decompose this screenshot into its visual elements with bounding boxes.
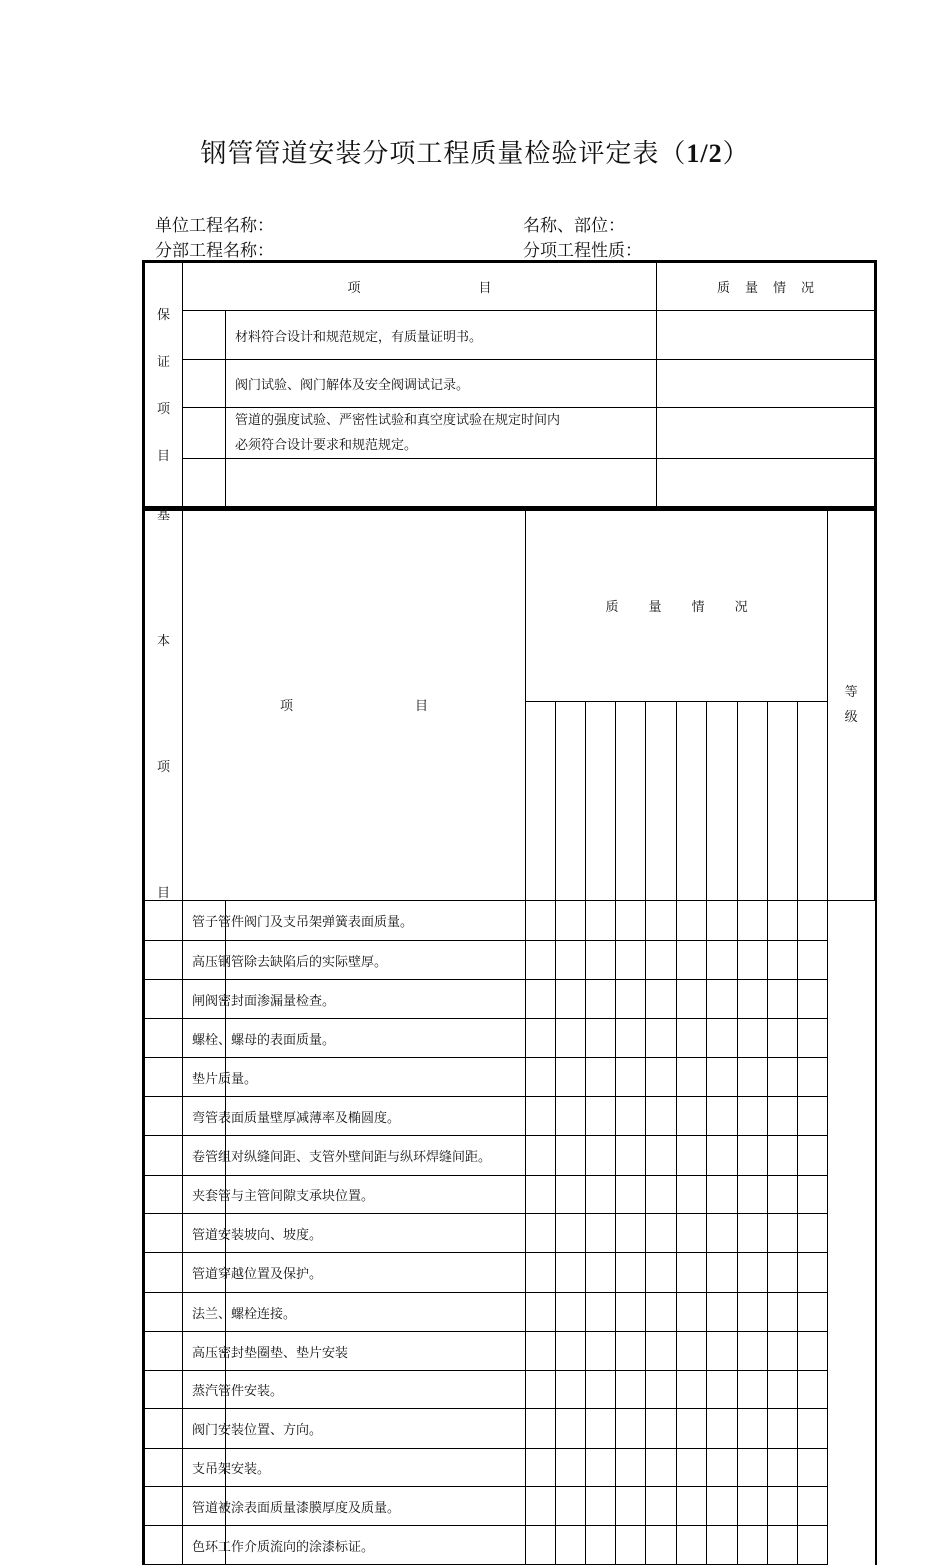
basic-item-text: 管子管件阀门及支吊架弹簧表面质量。 bbox=[183, 901, 226, 941]
grade-cell[interactable] bbox=[798, 941, 828, 980]
quality-check-cell[interactable] bbox=[707, 1293, 738, 1332]
quality-check-cell[interactable] bbox=[768, 901, 798, 941]
quality-check-cell[interactable] bbox=[616, 980, 646, 1019]
quality-check-cell[interactable] bbox=[738, 1176, 768, 1214]
item-nature-label: 分项工程性质： bbox=[523, 241, 642, 261]
basic-item-text: 高压密封垫圈垫、垫片安装 bbox=[183, 1332, 226, 1371]
quality-check-cell[interactable] bbox=[526, 1097, 556, 1136]
basic-quality-header: 质 量 情 况 bbox=[526, 509, 828, 702]
quality-check-cell[interactable] bbox=[556, 1136, 586, 1176]
quality-check-cell[interactable] bbox=[556, 1253, 586, 1293]
document-title: 钢管管道安装分项工程质量检验评定表（1/2） bbox=[200, 139, 750, 169]
basic-item-text: 卷管组对纵缝间距、支管外壁间距与纵环焊缝间距。 bbox=[183, 1136, 226, 1176]
row-number-cell bbox=[145, 980, 183, 1019]
quality-check-cell[interactable] bbox=[768, 1409, 798, 1449]
quality-check-cell[interactable] bbox=[707, 1449, 738, 1487]
quality-check-cell[interactable] bbox=[616, 1176, 646, 1214]
quality-check-cell[interactable] bbox=[616, 1058, 646, 1097]
quality-check-cell[interactable] bbox=[677, 1176, 707, 1214]
row-number-cell bbox=[145, 1371, 183, 1409]
unit-project-label: 单位工程名称： bbox=[155, 216, 274, 236]
quality-cell[interactable] bbox=[657, 408, 875, 459]
quality-check-cell[interactable] bbox=[556, 1214, 586, 1253]
quality-cell[interactable] bbox=[657, 311, 875, 360]
quality-check-cell[interactable] bbox=[677, 1253, 707, 1293]
quality-check-cell[interactable] bbox=[677, 1097, 707, 1136]
row-number-cell bbox=[145, 1253, 183, 1293]
quality-check-cell[interactable] bbox=[526, 1214, 556, 1253]
quality-check-cell[interactable] bbox=[768, 1058, 798, 1097]
quality-check-cell[interactable] bbox=[677, 1409, 707, 1449]
grade-cell[interactable] bbox=[798, 1058, 828, 1097]
quality-check-cell[interactable] bbox=[738, 1136, 768, 1176]
quality-check-cell[interactable] bbox=[677, 1293, 707, 1332]
quality-check-cell[interactable] bbox=[526, 1058, 556, 1097]
row-number-cell bbox=[145, 1214, 183, 1253]
quality-check-cell[interactable] bbox=[616, 1214, 646, 1253]
quality-check-cell[interactable] bbox=[646, 1253, 677, 1293]
quality-check-cell[interactable] bbox=[616, 1409, 646, 1449]
quality-check-cell[interactable] bbox=[616, 1371, 646, 1409]
grade-cell[interactable] bbox=[798, 1176, 828, 1214]
quality-check-cell[interactable] bbox=[616, 1487, 646, 1526]
quality-check-cell[interactable] bbox=[556, 1487, 586, 1526]
quality-check-cell[interactable] bbox=[677, 941, 707, 980]
quality-check-cell[interactable] bbox=[677, 1487, 707, 1526]
quality-check-cell[interactable] bbox=[707, 1409, 738, 1449]
row-number-cell bbox=[145, 941, 183, 980]
quality-check-cell[interactable] bbox=[677, 1371, 707, 1409]
row-number-cell bbox=[145, 1097, 183, 1136]
quality-check-cell[interactable] bbox=[526, 1293, 556, 1332]
table-row bbox=[145, 1097, 875, 1136]
row-number-cell bbox=[145, 1136, 183, 1176]
quality-check-cell[interactable] bbox=[526, 980, 556, 1019]
quality-check-cell[interactable] bbox=[677, 1058, 707, 1097]
quality-check-cell[interactable] bbox=[526, 1409, 556, 1449]
grade-cell[interactable] bbox=[798, 1409, 828, 1449]
quality-check-cell[interactable] bbox=[586, 980, 616, 1019]
quality-check-cell[interactable] bbox=[707, 1214, 738, 1253]
quality-check-cell[interactable] bbox=[556, 941, 586, 980]
row-number-cell bbox=[145, 1019, 183, 1058]
quality-check-cell[interactable] bbox=[586, 1332, 616, 1371]
row-number-cell bbox=[145, 1449, 183, 1487]
grade-cell[interactable] bbox=[798, 1371, 828, 1409]
table-row bbox=[145, 1332, 875, 1371]
table-row bbox=[145, 901, 875, 941]
quality-check-cell[interactable] bbox=[707, 1097, 738, 1136]
quality-check-cell[interactable] bbox=[738, 1019, 768, 1058]
quality-check-cell[interactable] bbox=[646, 1136, 677, 1176]
quality-check-cell[interactable] bbox=[768, 1214, 798, 1253]
quality-check-cell[interactable] bbox=[768, 1253, 798, 1293]
guarantee-item-text bbox=[226, 459, 657, 509]
basic-item-text: 法兰、螺栓连接。 bbox=[183, 1293, 226, 1332]
quality-check-cell[interactable] bbox=[738, 1371, 768, 1409]
quality-check-cell[interactable] bbox=[526, 1332, 556, 1371]
quality-check-cell[interactable] bbox=[768, 941, 798, 980]
basic-item-text: 管道被涂表面质量漆膜厚度及质量。 bbox=[183, 1487, 226, 1526]
quality-check-cell[interactable] bbox=[768, 1019, 798, 1058]
quality-check-cell[interactable] bbox=[226, 1449, 526, 1487]
quality-check-cell[interactable] bbox=[646, 980, 677, 1019]
row-number-cell bbox=[145, 1409, 183, 1449]
table-row bbox=[145, 1449, 875, 1487]
basic-item-text: 支吊架安装。 bbox=[183, 1449, 226, 1487]
quality-check-cell[interactable] bbox=[586, 1487, 616, 1526]
quality-check-cell[interactable] bbox=[677, 1019, 707, 1058]
quality-check-cell[interactable] bbox=[586, 1526, 616, 1565]
row-number-cell bbox=[145, 1176, 183, 1214]
quality-check-cell[interactable] bbox=[707, 1332, 738, 1371]
basic-items-table bbox=[144, 508, 875, 1565]
basic-item-text: 闸阀密封面渗漏量检查。 bbox=[183, 980, 226, 1019]
basic-item-text: 蒸汽管件安装。 bbox=[183, 1371, 226, 1409]
quality-check-cell[interactable] bbox=[738, 1449, 768, 1487]
quality-check-cell[interactable] bbox=[738, 1058, 768, 1097]
quality-check-cell[interactable] bbox=[556, 1019, 586, 1058]
quality-check-cell[interactable] bbox=[707, 980, 738, 1019]
guarantee-section-label: 保 证 项 目 bbox=[145, 263, 183, 509]
quality-check-cell[interactable] bbox=[646, 1449, 677, 1487]
quality-check-cell[interactable] bbox=[738, 1214, 768, 1253]
guarantee-items-table bbox=[144, 262, 875, 509]
row-number-cell bbox=[145, 1293, 183, 1332]
quality-check-cell[interactable] bbox=[556, 1097, 586, 1136]
quality-check-cell[interactable] bbox=[738, 901, 768, 941]
grade-cell[interactable] bbox=[798, 901, 828, 941]
basic-item-text: 垫片质量。 bbox=[183, 1058, 226, 1097]
basic-item-text: 弯管表面质量壁厚减薄率及椭圆度。 bbox=[183, 1097, 226, 1136]
quality-check-cell[interactable] bbox=[677, 1136, 707, 1176]
quality-check-cell[interactable] bbox=[768, 1097, 798, 1136]
quality-check-cell[interactable] bbox=[768, 1487, 798, 1526]
quality-check-cell[interactable] bbox=[526, 1253, 556, 1293]
quality-check-cell[interactable] bbox=[556, 1058, 586, 1097]
quality-check-cell[interactable] bbox=[646, 1058, 677, 1097]
table-row bbox=[145, 408, 875, 459]
basic-item-text: 夹套管与主管间隙支承块位置。 bbox=[183, 1176, 226, 1214]
quality-check-cell[interactable] bbox=[738, 1526, 768, 1565]
basic-section-label: 基 本 项 目 bbox=[145, 509, 183, 901]
quality-check-cell[interactable] bbox=[738, 980, 768, 1019]
quality-check-cell[interactable] bbox=[707, 1371, 738, 1409]
quality-check-cell[interactable] bbox=[556, 1293, 586, 1332]
quality-check-cell[interactable] bbox=[586, 1293, 616, 1332]
table-row bbox=[145, 459, 875, 509]
quality-check-cell[interactable] bbox=[646, 901, 677, 941]
quality-check-cell[interactable] bbox=[556, 1409, 586, 1449]
quality-check-cell[interactable] bbox=[768, 1526, 798, 1565]
quality-check-cell[interactable] bbox=[646, 1487, 677, 1526]
table-row bbox=[145, 1214, 875, 1253]
quality-check-cell[interactable] bbox=[526, 1019, 556, 1058]
sub-project-label: 分部工程名称： bbox=[155, 241, 274, 261]
quality-check-cell[interactable] bbox=[707, 1487, 738, 1526]
quality-check-cell[interactable] bbox=[707, 1058, 738, 1097]
quality-check-cell[interactable] bbox=[616, 941, 646, 980]
basic-item-text: 管道安装坡向、坡度。 bbox=[183, 1214, 226, 1253]
guarantee-item-text: 阀门试验、阀门解体及安全阀调试记录。 bbox=[226, 360, 657, 408]
quality-check-cell[interactable] bbox=[768, 1449, 798, 1487]
quality-check-cell[interactable] bbox=[616, 1449, 646, 1487]
grade-cell[interactable] bbox=[798, 1214, 828, 1253]
table-row bbox=[145, 941, 875, 980]
row-number-cell bbox=[145, 1487, 183, 1526]
quality-check-cell[interactable] bbox=[768, 1371, 798, 1409]
quality-check-cell[interactable] bbox=[586, 1097, 616, 1136]
grade-cell[interactable] bbox=[798, 1526, 828, 1565]
quality-check-cell[interactable] bbox=[707, 941, 738, 980]
guarantee-item-text: 管道的强度试验、严密性试验和真空度试验在规定时间内 必须符合设计要求和规范规定。 bbox=[226, 408, 657, 459]
quality-check-cell[interactable] bbox=[677, 980, 707, 1019]
basic-item-text: 管道穿越位置及保护。 bbox=[183, 1253, 226, 1293]
table-row bbox=[145, 1526, 875, 1565]
quality-check-cell[interactable] bbox=[586, 941, 616, 980]
row-number-cell bbox=[145, 1058, 183, 1097]
quality-check-cell[interactable] bbox=[586, 901, 616, 941]
table-row bbox=[145, 1253, 875, 1293]
grade-cell[interactable] bbox=[798, 1293, 828, 1332]
grade-cell[interactable] bbox=[798, 1019, 828, 1058]
quality-check-cell[interactable] bbox=[526, 1487, 556, 1526]
quality-check-cell[interactable] bbox=[646, 1332, 677, 1371]
quality-check-cell[interactable] bbox=[526, 1526, 556, 1565]
grade-cell[interactable] bbox=[798, 1253, 828, 1293]
quality-check-cell[interactable] bbox=[556, 1449, 586, 1487]
quality-check-cell[interactable] bbox=[646, 1526, 677, 1565]
table-row bbox=[145, 360, 875, 408]
quality-check-cell[interactable] bbox=[556, 1332, 586, 1371]
table-row bbox=[145, 1136, 875, 1176]
quality-check-cell[interactable] bbox=[677, 901, 707, 941]
quality-check-cell[interactable] bbox=[646, 941, 677, 980]
quality-cell[interactable] bbox=[657, 360, 875, 408]
quality-check-cell[interactable] bbox=[616, 1332, 646, 1371]
quality-check-cell[interactable] bbox=[526, 1449, 556, 1487]
quality-check-cell[interactable] bbox=[586, 1214, 616, 1253]
quality-check-cell[interactable] bbox=[616, 901, 646, 941]
quality-check-cell[interactable] bbox=[586, 1253, 616, 1293]
quality-check-cell[interactable] bbox=[768, 980, 798, 1019]
table-row bbox=[145, 1176, 875, 1214]
quality-check-cell[interactable] bbox=[556, 1526, 586, 1565]
quality-check-cell[interactable] bbox=[768, 1176, 798, 1214]
guarantee-quality-header: 质 量 情 况 bbox=[657, 263, 875, 311]
quality-check-cell[interactable] bbox=[586, 1058, 616, 1097]
grade-cell[interactable] bbox=[798, 980, 828, 1019]
quality-check-cell[interactable] bbox=[768, 1136, 798, 1176]
row-number-cell bbox=[145, 1526, 183, 1565]
quality-check-cell[interactable] bbox=[616, 1526, 646, 1565]
quality-check-cell[interactable] bbox=[526, 941, 556, 980]
quality-check-cell[interactable] bbox=[616, 1136, 646, 1176]
quality-check-cell[interactable] bbox=[738, 1487, 768, 1526]
quality-check-cell[interactable] bbox=[707, 901, 738, 941]
basic-item-header: 项 目 bbox=[183, 509, 526, 901]
table-row bbox=[145, 1293, 875, 1332]
quality-check-cell[interactable] bbox=[646, 1214, 677, 1253]
quality-check-cell[interactable] bbox=[616, 1097, 646, 1136]
quality-check-cell[interactable] bbox=[586, 1371, 616, 1409]
table-row bbox=[145, 1409, 875, 1449]
basic-item-text: 色环工作介质流向的涂漆标证。 bbox=[183, 1526, 226, 1565]
quality-check-cell[interactable] bbox=[646, 1176, 677, 1214]
quality-check-cell[interactable] bbox=[768, 1332, 798, 1371]
quality-check-cell[interactable] bbox=[526, 901, 556, 941]
guarantee-item-text: 材料符合设计和规范规定，有质量证明书。 bbox=[226, 311, 657, 360]
basic-item-text: 高压钢管除去缺陷后的实际壁厚。 bbox=[183, 941, 226, 980]
quality-check-cell[interactable] bbox=[616, 1019, 646, 1058]
quality-check-cell[interactable] bbox=[738, 1332, 768, 1371]
quality-check-cell[interactable] bbox=[646, 1371, 677, 1409]
quality-check-cell[interactable] bbox=[677, 1526, 707, 1565]
quality-check-cell[interactable] bbox=[738, 1097, 768, 1136]
quality-check-cell[interactable] bbox=[707, 1136, 738, 1176]
grade-cell[interactable] bbox=[798, 1332, 828, 1371]
table-row bbox=[145, 1058, 875, 1097]
row-number-cell bbox=[145, 1332, 183, 1371]
quality-check-cell[interactable] bbox=[707, 1526, 738, 1565]
quality-cell[interactable] bbox=[657, 459, 875, 509]
quality-check-cell[interactable] bbox=[616, 1253, 646, 1293]
table-row bbox=[145, 311, 875, 360]
quality-check-cell[interactable] bbox=[526, 1371, 556, 1409]
table-row bbox=[145, 1487, 875, 1526]
basic-item-text: 阀门安装位置、方向。 bbox=[183, 1409, 226, 1449]
quality-check-cell[interactable] bbox=[738, 1293, 768, 1332]
quality-check-cell[interactable] bbox=[768, 1293, 798, 1332]
quality-check-cell[interactable] bbox=[677, 1332, 707, 1371]
basic-item-text: 螺栓、螺母的表面质量。 bbox=[183, 1019, 226, 1058]
quality-check-cell[interactable] bbox=[526, 1136, 556, 1176]
grade-cell[interactable] bbox=[798, 1136, 828, 1176]
quality-check-cell[interactable] bbox=[646, 1409, 677, 1449]
table-row bbox=[145, 1371, 875, 1409]
quality-check-cell[interactable] bbox=[677, 1449, 707, 1487]
quality-check-cell[interactable] bbox=[738, 1253, 768, 1293]
quality-check-cell[interactable] bbox=[738, 1409, 768, 1449]
name-location-label: 名称、部位： bbox=[523, 216, 625, 236]
quality-check-cell[interactable] bbox=[677, 1214, 707, 1253]
quality-check-cell[interactable] bbox=[556, 980, 586, 1019]
table-row bbox=[145, 1019, 875, 1058]
quality-check-cell[interactable] bbox=[586, 1409, 616, 1449]
quality-check-cell[interactable] bbox=[556, 901, 586, 941]
guarantee-item-header: 项 目 bbox=[183, 263, 657, 311]
quality-check-cell[interactable] bbox=[586, 1449, 616, 1487]
grade-header: 等 级 bbox=[828, 509, 875, 901]
quality-check-cell[interactable] bbox=[586, 1136, 616, 1176]
grade-cell[interactable] bbox=[798, 1449, 828, 1487]
grade-cell[interactable] bbox=[798, 1487, 828, 1526]
quality-check-cell[interactable] bbox=[646, 1097, 677, 1136]
quality-check-cell[interactable] bbox=[526, 1176, 556, 1214]
quality-check-cell[interactable] bbox=[586, 1176, 616, 1214]
quality-check-cell[interactable] bbox=[707, 1253, 738, 1293]
quality-check-cell[interactable] bbox=[556, 1371, 586, 1409]
grade-cell[interactable] bbox=[798, 1097, 828, 1136]
table-row bbox=[145, 980, 875, 1019]
quality-check-cell[interactable] bbox=[646, 1293, 677, 1332]
quality-check-cell[interactable] bbox=[226, 1058, 526, 1097]
quality-check-cell[interactable] bbox=[646, 1019, 677, 1058]
quality-check-cell[interactable] bbox=[586, 1019, 616, 1058]
quality-check-cell[interactable] bbox=[738, 941, 768, 980]
quality-check-cell[interactable] bbox=[616, 1293, 646, 1332]
quality-check-cell[interactable] bbox=[707, 1176, 738, 1214]
quality-check-cell[interactable] bbox=[556, 1176, 586, 1214]
quality-check-cell[interactable] bbox=[707, 1019, 738, 1058]
row-number-cell bbox=[145, 901, 183, 941]
